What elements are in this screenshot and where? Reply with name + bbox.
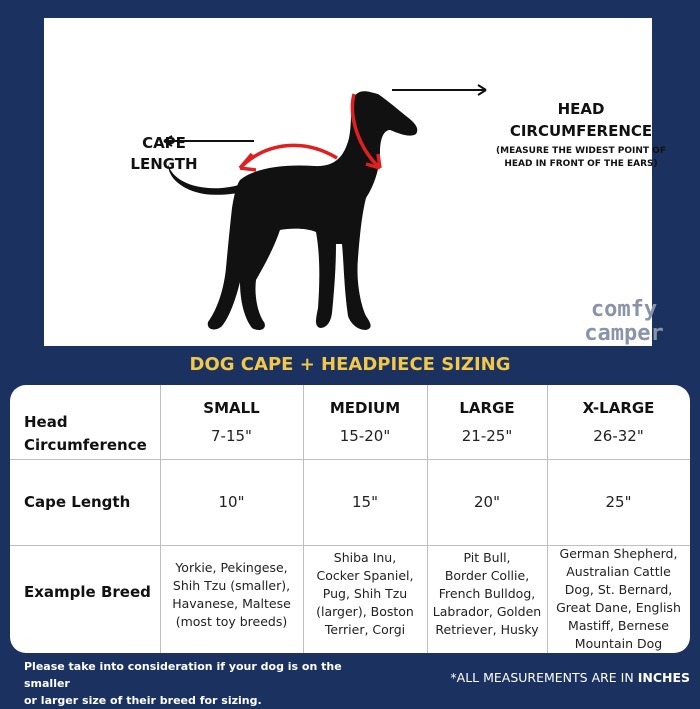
cape-length-label — [124, 133, 204, 175]
measurement-unit-note — [420, 670, 690, 685]
breed-line: (larger), Boston — [316, 604, 414, 619]
size-header: LARGE — [459, 399, 515, 417]
head-value: 21-25" — [461, 427, 513, 445]
sizing-note — [24, 658, 384, 709]
breed-line: Havanese, Maltese — [172, 596, 291, 611]
cape-value: 10" — [218, 493, 245, 511]
breed-line: Terrier, Corgi — [324, 622, 406, 637]
breed-line: Shih Tzu (smaller), — [172, 578, 291, 593]
sizing-table — [10, 385, 690, 653]
breed-line: Great Dane, English — [556, 600, 681, 615]
size-column-medium — [303, 399, 427, 445]
breed-line: Labrador, Golden — [432, 604, 542, 619]
breed-list-large — [427, 549, 547, 639]
cape-value: 25" — [605, 493, 632, 511]
breed-line: Dog, St. Bernard, — [564, 582, 673, 597]
cape-length-row-label: Cape Length — [24, 493, 131, 511]
note-line1: Please take into consideration if your dog is on the smaller — [24, 660, 342, 690]
head-circumference-label — [496, 98, 666, 142]
cape-label-line2: LENGTH — [130, 155, 198, 173]
breed-line: Pug, Shih Tzu — [322, 586, 408, 601]
head-measure-note — [496, 145, 666, 171]
table-divider — [10, 459, 690, 460]
breed-line: Mastiff, Bernese — [568, 618, 669, 633]
breed-line: Border Collie, — [444, 568, 530, 583]
size-header: SMALL — [203, 399, 260, 417]
breed-line: German Shepherd, — [559, 546, 678, 561]
sizing-title: DOG CAPE + HEADPIECE SIZING — [189, 354, 511, 375]
size-column-small — [160, 399, 303, 445]
breed-line: Pit Bull, — [463, 550, 511, 565]
cape-value: 15" — [352, 493, 378, 511]
breed-line: Shiba Inu, — [333, 550, 397, 565]
breed-line: (most toy breeds) — [175, 614, 288, 629]
size-column-large — [427, 399, 547, 445]
dog-silhouette-illustration — [44, 18, 652, 346]
breed-list-medium — [303, 549, 427, 639]
breed-line: Australian Cattle — [566, 564, 671, 579]
head-label-line2: CIRCUMFERENCE — [509, 122, 653, 140]
cape-value: 20" — [474, 493, 500, 511]
head-value: 7-15" — [211, 427, 252, 445]
breed-list-small — [160, 559, 303, 631]
head-note-line1: (MEASURE THE WIDEST POINT OF — [496, 146, 666, 156]
breed-line: French Bulldog, — [438, 586, 536, 601]
comfy-camper-logo — [574, 298, 674, 346]
head-circumference-row-label — [24, 411, 147, 457]
row-label-line2: Circumference — [24, 436, 147, 454]
breed-line: Retriever, Husky — [435, 622, 539, 637]
logo-line2: camper — [584, 321, 664, 346]
size-header: X-LARGE — [582, 399, 655, 417]
row-label-line1: Head — [24, 413, 68, 431]
breed-list-xlarge — [547, 545, 690, 653]
measure-unit: INCHES — [637, 670, 690, 685]
measure-prefix: *ALL MEASUREMENTS ARE IN — [450, 670, 638, 685]
logo-line1: comfy — [590, 297, 658, 322]
cape-label-line1: CAPE — [142, 134, 186, 152]
breed-line: Mountain Dog — [574, 636, 663, 651]
breed-line: Cocker Spaniel, — [316, 568, 414, 583]
head-label-line1: HEAD — [557, 100, 605, 118]
illustration-panel — [44, 18, 666, 346]
head-note-line2: HEAD IN FRONT OF THE EARS) — [504, 159, 658, 169]
size-header: MEDIUM — [329, 399, 401, 417]
breed-line: Yorkie, Pekingese, — [175, 560, 288, 575]
note-line2: or larger size of their breed for sizing. — [24, 694, 262, 707]
head-value: 15-20" — [339, 427, 391, 445]
size-column-xlarge — [547, 399, 690, 445]
example-breed-row-label: Example Breed — [24, 583, 151, 601]
head-value: 26-32" — [593, 427, 644, 445]
